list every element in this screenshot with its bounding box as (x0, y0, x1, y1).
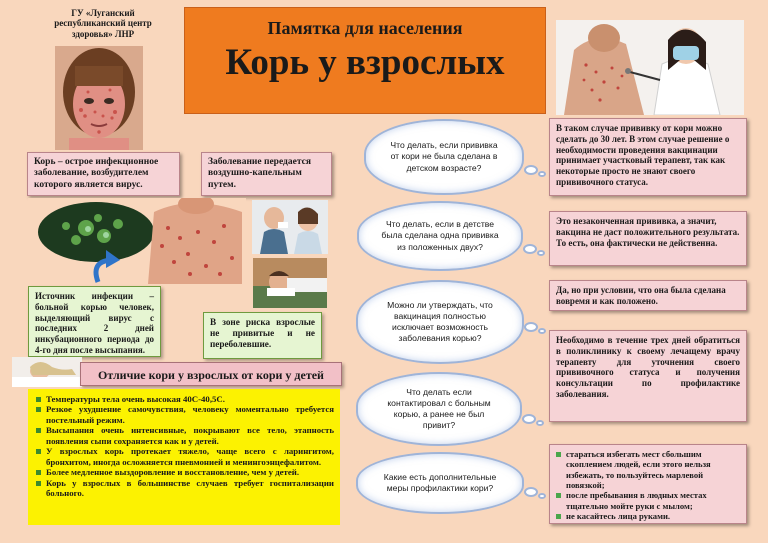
prevention-list-box (549, 444, 747, 524)
sleeping-patient-photo (12, 357, 82, 387)
faq-question-4: Что делать если контактировал с больным корью, а ранее не был привит? (356, 372, 522, 446)
prevention-list (556, 449, 740, 521)
cloud-tail-bubble (522, 414, 536, 424)
faq-answer-4: Необходимо в течение трех дней обратиться в поликлинику к своему лечащему врачу терапевту для уточнения своего прививочного статуса и получения консультации по профилактике заболевания. (549, 330, 747, 422)
cloud-tail-bubble (538, 328, 546, 334)
differences-list (36, 394, 334, 499)
differences-list-box (28, 389, 340, 525)
prevention-item: не касайтесь лица руками. (556, 511, 740, 521)
infection-source-box: Источник инфекции – больной корью человек, выделяющий вирус с последних 2 дней инкубационного периода до 4-го дня после высыпания. (28, 286, 161, 357)
difference-item: Резкое ухудшение самочувствия, человеку моментально требуется постельный режим. (36, 404, 334, 425)
difference-item: Корь у взрослых в большинстве случаев требует госпитализации больного. (36, 478, 334, 499)
faq-question-1: Что делать, если прививка от кори не была сделана в детском возрасте? (364, 119, 524, 195)
cloud-tail-bubble (538, 171, 546, 177)
title-banner (184, 7, 546, 114)
faq-answer-1: В таком случае прививку от кори можно сделать до 30 лет. В этом случае решение о необходимости проведения вакцинации принимает участковый терапевт, так как некоторые просто не знают своего прививочного статуса. (549, 118, 747, 196)
prevention-item: после пребывания в людных местах тщательно мойте руки с мылом; (556, 490, 740, 511)
risk-zone-box: В зоне риска взрослые не привитые и не переболевшие. (203, 312, 322, 359)
faq-question-2: Что делать, если в детстве была сделана одна прививка из положенных двух? (357, 201, 523, 271)
patient-face-photo (55, 46, 143, 150)
cloud-tail-bubble (524, 165, 538, 175)
definition-box: Корь – острое инфекционное заболевание, возбудителем которого является вирус. (27, 152, 180, 196)
cloud-tail-bubble (524, 322, 538, 332)
differences-title: Отличие кори у взрослых от кори у детей (80, 362, 342, 386)
doctor-examination-photo (556, 20, 744, 115)
organization-name: ГУ «Луганский республиканский центр здоровья» ЛНР (54, 8, 152, 39)
difference-item: У взрослых корь протекает тяжело, чаще всего с ларингитом, бронхитом, иногда осложняется пневмонией и менингоэнцефалитом. (36, 446, 334, 467)
transmission-box: Заболевание передается воздушно-капельным путем. (201, 152, 332, 196)
cloud-tail-bubble (536, 420, 544, 426)
title-subtitle: Памятка для населения (267, 18, 463, 38)
virus-and-rash-photo (28, 198, 246, 284)
difference-item: Более медленное выздоровление и восстановление, чем у детей. (36, 467, 334, 477)
sick-person-in-bed-photo (253, 258, 327, 308)
prevention-item: стараться избегать мест сбольшим скоплением людей, если этого нельзя избежать, то пользуйтесь марлевой повязкой; (556, 449, 740, 490)
difference-item: Высыпания очень интенсивные, покрывают все тело, этапность появления сыпи сохраняется как и у детей. (36, 425, 334, 446)
coughing-people-photo (252, 200, 328, 254)
cloud-tail-bubble (538, 493, 546, 499)
page-title: Корь у взрослых (225, 42, 505, 83)
cloud-tail-bubble (524, 487, 538, 497)
faq-answer-2: Это незаконченная прививка, а значит, вакцина не даст положительного результата. То есть, она фактически не действенна. (549, 211, 747, 266)
faq-question-3: Можно ли утверждать, что вакцинация полностью исключает возможность заболевания корью? (356, 280, 524, 364)
difference-item: Температуры тела очень высокая 40С-40,5С. (36, 394, 334, 404)
faq-answer-3: Да, но при условии, что она была сделана вовремя и как положено. (549, 280, 747, 311)
cloud-tail-bubble (523, 244, 537, 254)
faq-question-5: Какие есть дополнительные меры профилактики кори? (356, 452, 524, 514)
cloud-tail-bubble (537, 250, 545, 256)
